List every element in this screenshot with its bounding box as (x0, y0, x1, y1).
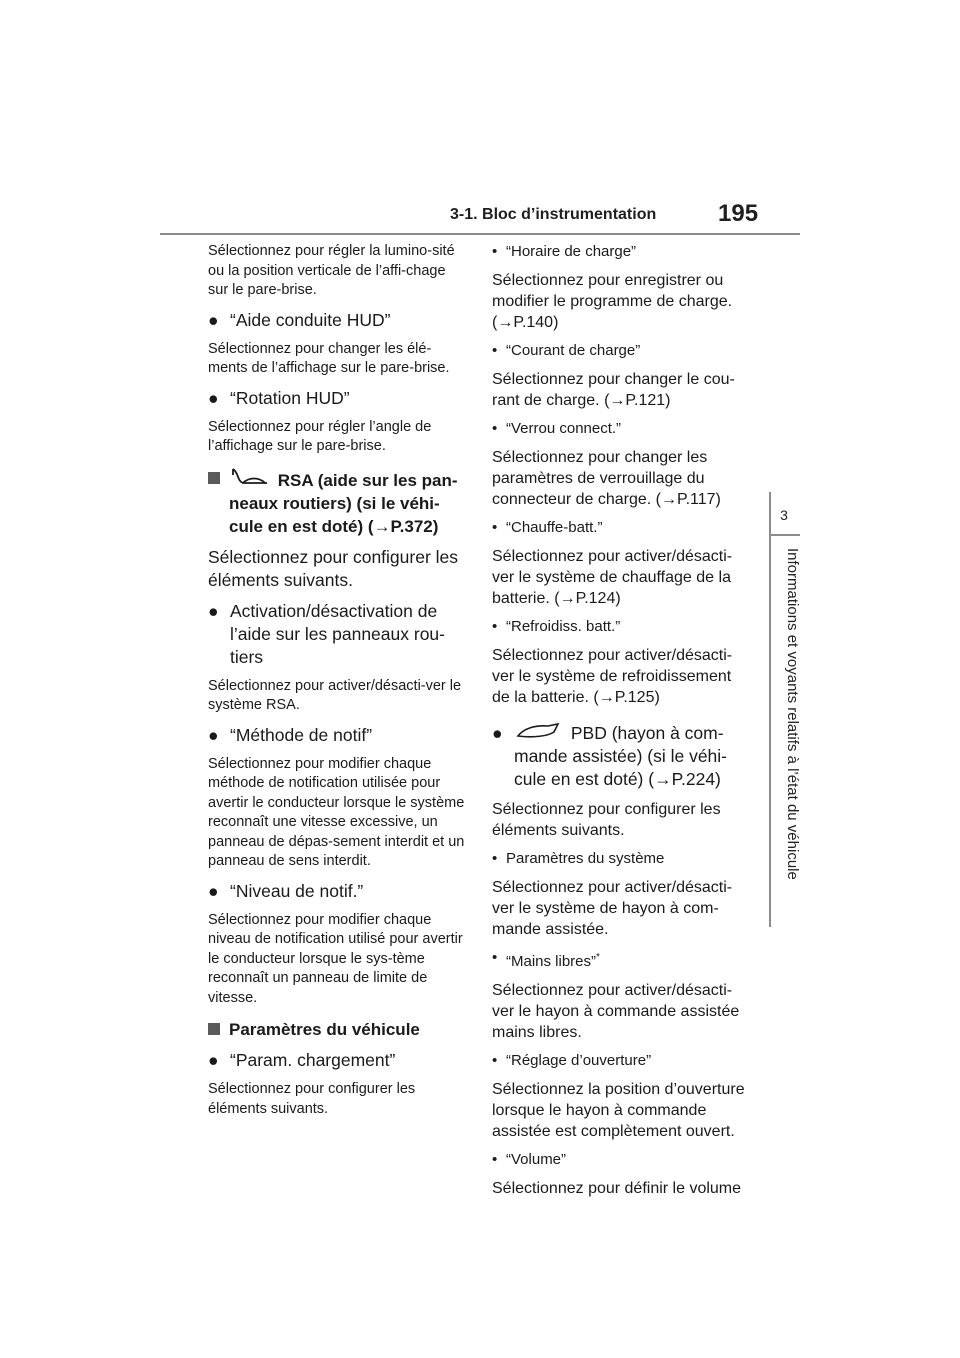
paragraph: Sélectionnez pour configurer les éléments suivants. (492, 801, 721, 839)
bullet-icon: ● (208, 724, 219, 745)
bullet-text: “Niveau de notif.” (230, 880, 364, 901)
section-square-icon (208, 1023, 220, 1035)
dash-icon: • (492, 1052, 498, 1069)
bullet-text: Activation/désactivation de l’aide sur les panneaux rou-tiers (230, 600, 445, 667)
section-heading-rsa (208, 467, 466, 538)
bullet-icon: ● (208, 309, 219, 330)
paragraph: Sélectionnez pour activer/désacti-ver le hayon à commande assistée mains libres. (492, 982, 740, 1041)
paragraph: Sélectionnez pour changer les élé-ments de l’affichage sur le pare-brise. (208, 340, 450, 376)
paragraph: Sélectionnez pour changer le cou-rant de charge. (→P.121) (492, 371, 735, 409)
power-back-door-car-icon (514, 722, 562, 742)
bullet-text: “Aide conduite HUD” (230, 309, 391, 330)
bullet-icon: ● (208, 387, 219, 408)
dash-icon: • (492, 1151, 498, 1168)
dash-item (492, 1051, 750, 1071)
paragraph: Sélectionnez pour modifier chaque méthode de notification utilisée pour avertir le conducteur lorsque le système reconnaît une vitesse excessive, un panneau de dépas-sement interdit et un panneau de sens interdit. (208, 755, 465, 869)
road-sign-assist-icon (229, 467, 269, 489)
paragraph: Sélectionnez pour régler l’angle de l’affichage sur le pare-brise. (208, 418, 432, 454)
paragraph: Sélectionnez pour activer/désacti-ver le système de hayon à com-mande assistée. (492, 879, 733, 938)
bullet-item (208, 600, 466, 669)
paragraph: Sélectionnez pour régler la lumino-sité ou la position verticale de l’affi-chage sur le pare-brise. (208, 243, 455, 298)
side-tab-title: Informations et voyants relatifs à l’état du véhicule (784, 548, 801, 880)
paragraph: Sélectionnez pour activer/désacti-ver le système de refroidissement de la batterie. (→P.125) (492, 647, 733, 706)
dash-item (492, 419, 750, 439)
right-column (492, 242, 750, 1207)
paragraph: Sélectionnez pour activer/désacti-ver le système de chauffage de la batterie. (→P.124) (492, 548, 733, 607)
dash-item (492, 948, 750, 972)
section-heading-text: Paramètres du véhicule (229, 1020, 420, 1039)
dash-icon: • (492, 420, 498, 437)
bullet-item (208, 309, 466, 332)
bullet-icon: ● (208, 880, 219, 901)
dash-item (492, 518, 750, 538)
bullet-item (208, 880, 466, 903)
dash-text: “Refroidiss. batt.” (506, 618, 621, 635)
section-heading-vehicle-settings (208, 1018, 466, 1041)
bullet-text: “Méthode de notif” (230, 724, 373, 745)
dash-icon: • (492, 949, 498, 966)
side-tab-number: 3 (780, 507, 788, 523)
page-number: 195 (718, 200, 759, 227)
paragraph: Sélectionnez pour enregistrer ou modifier le programme de charge. (→P.140) (492, 272, 733, 331)
section-heading-text: RSA (aide sur les pan-neaux routiers) (si le véhi-cule en est doté) (→P.372) (229, 470, 458, 536)
paragraph: Sélectionnez pour changer les paramètres de verrouillage du connecteur de charge. (→P.117) (492, 449, 721, 508)
side-tab-divider (769, 534, 800, 536)
dash-text: Paramètres du système (506, 850, 665, 867)
paragraph: Sélectionnez pour configurer les éléments suivants. (208, 1081, 416, 1117)
dash-text: “Horaire de charge” (506, 243, 637, 260)
dash-icon: • (492, 850, 498, 867)
dash-icon: • (492, 342, 498, 359)
bullet-icon: ● (208, 600, 219, 621)
paragraph: Sélectionnez pour modifier chaque niveau de notification utilisé pour avertir le conducteur lorsque le sys-tème reconnaît un panneau de limite de vitesse. (208, 911, 463, 1006)
dash-item (492, 849, 750, 869)
bullet-icon: ● (492, 723, 503, 743)
bullet-item (208, 1049, 466, 1072)
bullet-text: PBD (hayon à com-mande assistée) (si le véhi-cule en est doté) (→P.224) (514, 723, 727, 789)
dash-icon: • (492, 243, 498, 260)
paragraph: Sélectionnez la position d’ouverture lorsque le hayon à commande assistée est complètement ouvert. (492, 1081, 745, 1140)
bullet-icon: ● (208, 1050, 219, 1070)
dash-item (492, 242, 750, 262)
footnote-marker: * (596, 952, 600, 963)
dash-text: “Réglage d’ouverture” (506, 1052, 652, 1069)
dash-text: “Verrou connect.” (506, 420, 622, 437)
dash-item (492, 341, 750, 361)
dash-text: “Volume” (506, 1151, 567, 1168)
paragraph: Sélectionnez pour définir le volume (492, 1180, 742, 1197)
bullet-item (208, 387, 466, 410)
paragraph: Sélectionnez pour configurer les éléments suivants. (208, 546, 459, 590)
dash-icon: • (492, 519, 498, 536)
chapter-section-title: 3-1. Bloc d’instrumentation (450, 206, 657, 223)
dash-text: “Chauffe-batt.” (506, 519, 603, 536)
bullet-text: “Param. chargement” (230, 1050, 396, 1070)
bullet-text: “Rotation HUD” (230, 387, 350, 408)
dash-item (492, 1150, 750, 1170)
dash-text: “Courant de charge” (506, 342, 641, 359)
left-column (208, 242, 466, 1127)
header-divider (160, 233, 800, 235)
bullet-item-pbd (492, 722, 750, 791)
dash-item (492, 617, 750, 637)
paragraph: Sélectionnez pour activer/désacti-ver le système RSA. (208, 677, 462, 713)
dash-text: “Mains libres” (506, 953, 597, 970)
dash-icon: • (492, 618, 498, 635)
section-square-icon (208, 472, 220, 484)
bullet-item (208, 724, 466, 747)
